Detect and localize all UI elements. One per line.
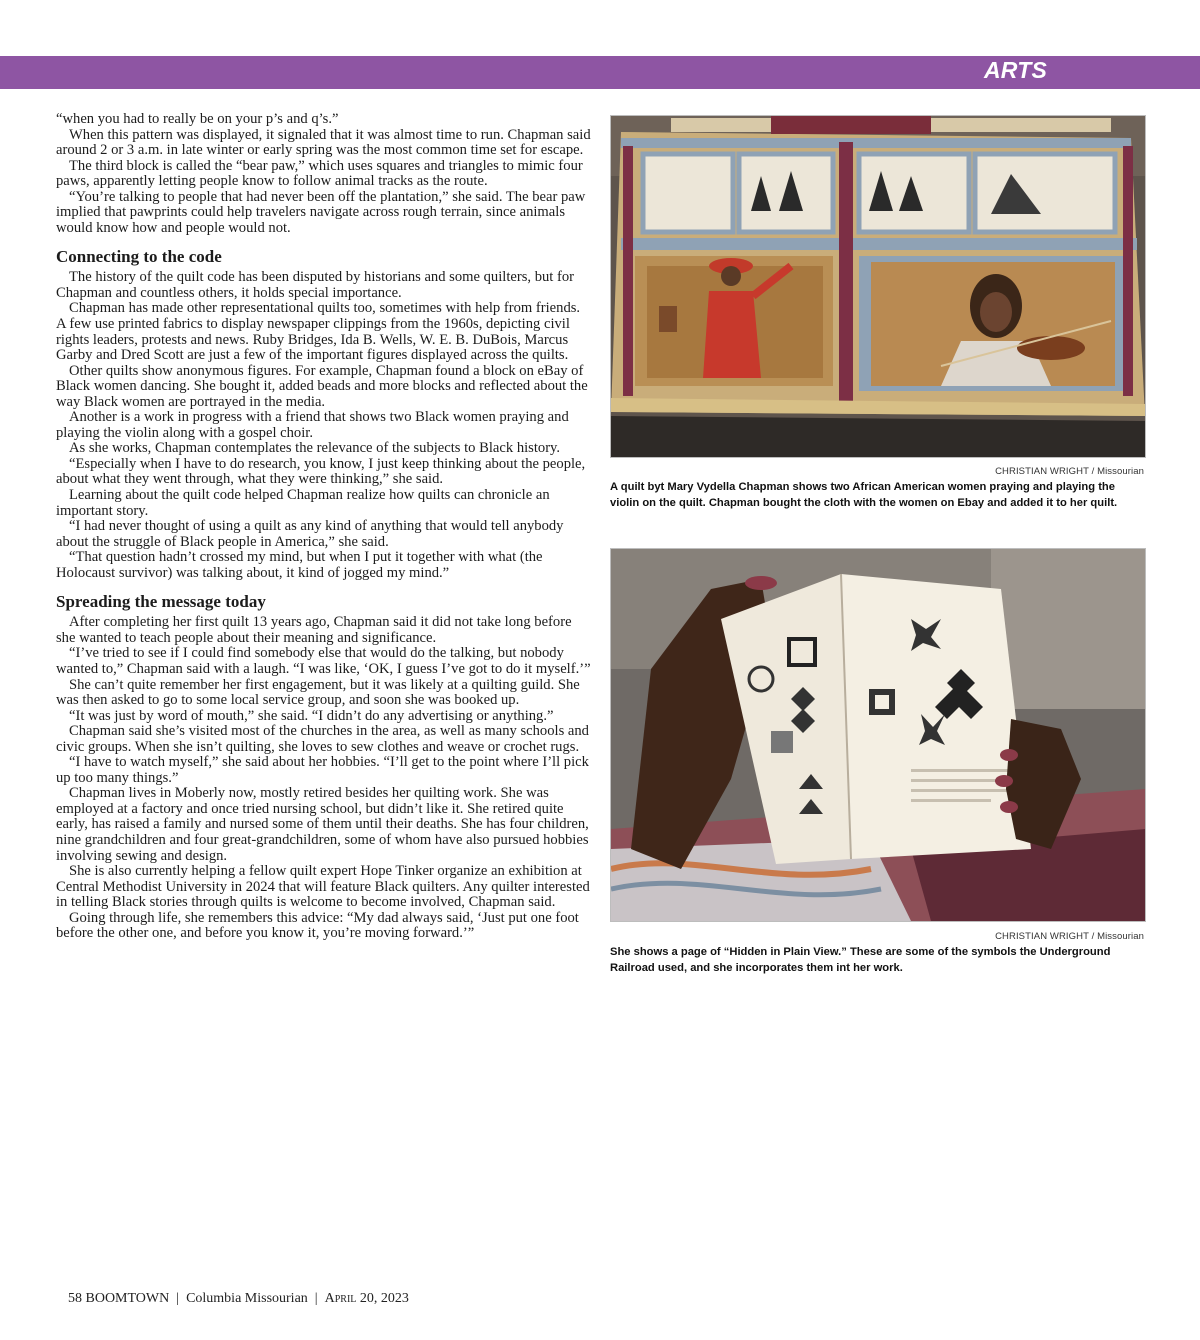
section-label: ARTS (984, 57, 1047, 83)
article-paragraph: She is also currently helping a fellow quilt expert Hope Tinker organize an exhibition at Central Methodist University in 2024 that will feature Black quilters. Any quilter interested in telling Black stories through quilts is welcome to become involved, Chapman said. (56, 863, 590, 911)
article-paragraph: When this pattern was displayed, it signaled that it was almost time to run. Chapman said around 2 or 3 a.m. in late winter or early spring was the most common time set for escape. (56, 126, 591, 159)
article-paragraph: As she works, Chapman contemplates the relevance of the subjects to Black history. (69, 440, 561, 457)
publication-name: BOOMTOWN (85, 1291, 170, 1306)
article-paragraph: Other quilts show anonymous figures. For example, Chapman found a block on eBay of Black women dancing. She bought it, added beads and more blocks and reflected about the way Black women are portrayed in the media. (56, 362, 588, 410)
book-photo (610, 548, 1146, 922)
article-paragraph: She can’t quite remember her first engagement, but it was likely at a quilting guild. She was then asked to go to some local service group, and soon she was booked up. (56, 676, 580, 709)
article-body (56, 112, 592, 942)
article-paragraph: Another is a work in progress with a friend that shows two Black women praying and playing the violin along with a gospel choir. (56, 409, 569, 441)
article-paragraph: Chapman lives in Moberly now, mostly retired besides her quilting work. She was employed at a factory and once tried nursing school, but didn’t like it. She retired quite early, has raised a family and nursed some of them until their deaths. She has four children, nine grandchildren and four great-grandchildren, some of whom have also pursued hobbies involving sewing and design. (56, 785, 589, 864)
footer-separator: | (314, 1291, 318, 1306)
photo-caption: She shows a page of “Hidden in Plain View.” These are some of the symbols the Underground Railroad used, and she incorporates them int her work. (610, 946, 1111, 974)
photo-credit: CHRISTIAN WRIGHT / Missourian (995, 931, 1144, 942)
article-paragraph: “Especially when I have to do research, you know, I just keep thinking about the people, about what they went through, what they were thinking,” she said. (56, 455, 586, 488)
article-paragraph: Chapman said she’s visited most of the churches in the area, as well as many schools and civic groups. When she isn’t quilting, she loves to sew clothes and weave or crochet rugs. (56, 723, 589, 755)
article-paragraph: “when you had to really be on your p’s and q’s.” (56, 111, 339, 127)
photo-credit: CHRISTIAN WRIGHT / Missourian (995, 466, 1144, 477)
article-paragraph: “I’ve tried to see if I could find somebody else that would do the talking, but nobody wanted to,” Chapman said with a laugh. “I was like, ‘OK, I guess I’ve got to do it myself.’” (56, 645, 591, 677)
article-paragraph: Learning about the quilt code helped Chapman realize how quilts can chronicle an important story. (56, 487, 550, 519)
article-paragraph: After completing her first quilt 13 years ago, Chapman said it did not take long before she wanted to teach people about their meaning and significance. (56, 614, 572, 646)
article-paragraph: “You’re talking to people that had never been off the plantation,” she said. The bear paw implied that pawprints could help travelers navigate across rough terrain, since animals would know how and people would not. (56, 188, 586, 236)
section-header-bar (0, 56, 1200, 89)
page-number: 58 (68, 1291, 82, 1306)
page-footer (68, 1291, 409, 1307)
article-paragraph: “It was just by word of mouth,” she said. “I didn’t do any advertising or anything.” (69, 707, 554, 724)
article-paragraph: “That question hadn’t crossed my mind, but when I put it together with what (the Holocaust survivor) was talking about, it kind of jogged my mind.” (56, 549, 543, 581)
photo-caption: A quilt byt Mary Vydella Chapman shows two African American women praying and playing the violin on the quilt. Chapman bought the cloth with the women on Ebay and added it to her quilt. (610, 481, 1118, 509)
article-paragraph: “I have to watch myself,” she said about her hobbies. “I’ll get to the point where I’ll pick up too many things.” (56, 754, 589, 786)
subheading-spreading: Spreading the message today (56, 592, 266, 612)
article-paragraph: The history of the quilt code has been disputed by historians and some quilters, but for Chapman and countless others, it holds special importance. (56, 269, 575, 301)
subheading-connecting: Connecting to the code (56, 247, 222, 267)
article-paragraph: Going through life, she remembers this advice: “My dad always said, ‘Just put one foot before the other one, and before you know it, you’re moving forward.’” (56, 909, 579, 942)
book-illustration (611, 549, 1145, 921)
article-paragraph: Chapman has made other representational quilts too, sometimes with help from friends. A few use printed fabrics to display newspaper clippings from the 1960s, depicting civil rights leaders, protests and news. Ruby Bridges, Ida B. Wells, W. E. B. DuBois, Marcus Garby and Dred Scott are just a few of the important figures displayed across the quilts. (56, 300, 581, 364)
footer-separator: | (176, 1291, 180, 1306)
issue-date: April 20, 2023 (324, 1291, 409, 1306)
article-paragraph: “I had never thought of using a quilt as any kind of anything that would tell anybody about the struggle of Black people in America,” she said. (56, 518, 564, 550)
quilt-photo (610, 115, 1146, 458)
article-paragraph: The third block is called the “bear paw,” which uses squares and triangles to mimic four paws, apparently letting people know to follow animal tracks as the route. (56, 157, 583, 190)
newspaper-name: Columbia Missourian (186, 1291, 308, 1306)
quilt-illustration (611, 116, 1145, 457)
